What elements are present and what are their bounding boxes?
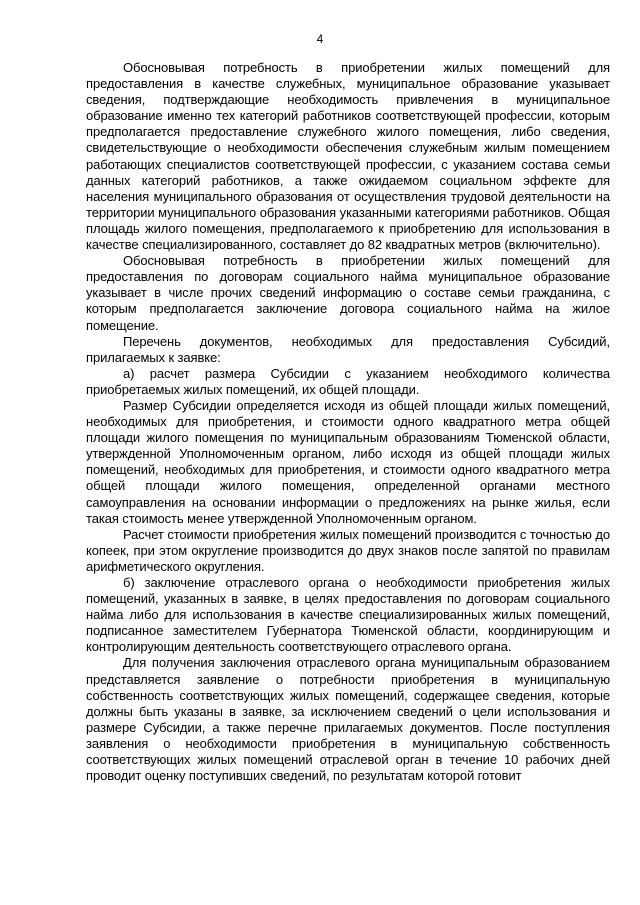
paragraph-social-rent-justification: Обосновывая потребность в приобретении жилых помещений для предоставления по договорам социального найма муниципальное образование указывает в числе прочих сведений информацию о составе семьи гражданина, с которым предполагается заключение договора социального найма на жилое помещение. xyxy=(86,253,610,333)
paragraph-service-housing-justification: Обосновывая потребность в приобретении жилых помещений для предоставления в качестве служебных, муниципальное образование указывает сведения, подтверждающие необходимость привлечения в муниципальное образование именно тех категорий работников соответствующей профессии, которым предполагается предоставление служебного жилого помещения, либо сведения, свидетельствующие о необходимости обеспечения служебным жилым помещением работающих специалистов соответствующей профессии, с указанием состава семьи данных категорий работников, а также ожидаемом социальном эффекте для населения муниципального образования от осуществления трудовой деятельности на территории муниципального образования указанными категориями работников. Общая площадь жилого помещения, предполагаемого к приобретению для использования в качестве специализированного, составляет до 82 квадратных метров (включительно). xyxy=(86,60,610,253)
document-body xyxy=(86,60,610,784)
paragraph-cost-rounding: Расчет стоимости приобретения жилых помещений производится с точностью до копеек, при этом округление производится до двух знаков после запятой по правилам арифметического округления. xyxy=(86,526,610,574)
paragraph-item-a: а) расчет размера Субсидии с указанием необходимого количества приобретаемых жилых помещений, их общей площади. xyxy=(86,365,610,397)
paragraph-documents-list-intro: Перечень документов, необходимых для предоставления Субсидий, прилагаемых к заявке: xyxy=(86,333,610,365)
page-number: 4 xyxy=(316,32,324,46)
paragraph-item-b: б) заключение отраслевого органа о необходимости приобретения жилых помещений, указанных в заявке, в целях предоставления по договорам социального найма либо для использования в качестве специализированных жилых помещений, подписанное заместителем Губернатора Тюменской области, координирующим и контролирующим деятельность соответствующего отраслевого органа. xyxy=(86,575,610,655)
paragraph-subsidy-size: Размер Субсидии определяется исходя из общей площади жилых помещений, необходимых для приобретения, и стоимости одного квадратного метра общей площади жилого помещения по муниципальным образованиям Тюменской области, утвержденной Уполномоченным органом, либо исходя из общей площади жилых помещений, необходимых для приобретения, и стоимости одного квадратного метра общей площади жилого помещения, определенной органами местного самоуправления на основании информации о предложениях на рынке жилья, если такая стоимость менее утвержденной Уполномоченным органом. xyxy=(86,397,610,526)
paragraph-conclusion-procedure: Для получения заключения отраслевого органа муниципальным образованием представляется заявление о потребности приобретения в муниципальную собственность соответствующих жилых помещений, содержащее сведения, которые должны быть указаны в заявке, за исключением сведений о цели использования и размере Субсидии, а также перечне прилагаемых документов. После поступления заявления о необходимости приобретения в муниципальную собственность соответствующих жилых помещений отраслевой орган в течение 10 рабочих дней проводит оценку поступивших сведений, по результатам которой готовит xyxy=(86,655,610,784)
